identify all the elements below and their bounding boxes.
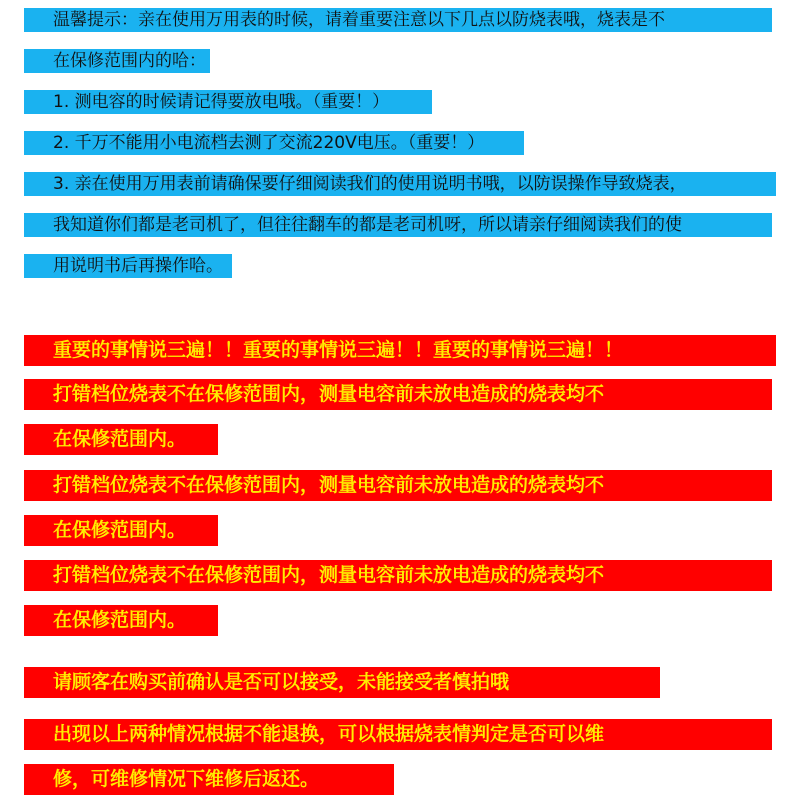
notice-line-3: 修，可维修情况下维修后返还。 bbox=[24, 764, 394, 795]
warning-line-7: 在保修范围内。 bbox=[24, 605, 218, 636]
warning-line-5: 在保修范围内。 bbox=[24, 515, 218, 546]
notice-line-2: 出现以上两种情况根据不能退换，可以根据烧表情判定是否可以维 bbox=[24, 719, 772, 750]
notice-line-1: 请顾客在购买前确认是否可以接受，未能接受者慎拍哦 bbox=[24, 667, 660, 698]
warning-line-2: 打错档位烧表不在保修范围内，测量电容前未放电造成的烧表均不 bbox=[24, 379, 772, 410]
tip-line-4: 2. 千万不能用小电流档去测了交流220V电压。（重要！） bbox=[24, 131, 524, 155]
warning-line-1: 重要的事情说三遍！！重要的事情说三遍！！重要的事情说三遍！！ bbox=[24, 335, 776, 366]
tip-line-6: 我知道你们都是老司机了，但往往翻车的都是老司机呀，所以请亲仔细阅读我们的使 bbox=[24, 213, 772, 237]
tip-line-1: 温馨提示：亲在使用万用表的时候，请着重要注意以下几点以防烧表哦，烧表是不 bbox=[24, 8, 772, 32]
tip-line-2: 在保修范围内的哈： bbox=[24, 49, 210, 73]
tip-line-7: 用说明书后再操作哈。 bbox=[24, 254, 232, 278]
tip-line-5: 3. 亲在使用万用表前请确保要仔细阅读我们的使用说明书哦，以防误操作导致烧表， bbox=[24, 172, 776, 196]
tip-line-3: 1. 测电容的时候请记得要放电哦。（重要！） bbox=[24, 90, 432, 114]
warning-line-4: 打错档位烧表不在保修范围内，测量电容前未放电造成的烧表均不 bbox=[24, 470, 772, 501]
warning-line-3: 在保修范围内。 bbox=[24, 424, 218, 455]
warning-line-6: 打错档位烧表不在保修范围内，测量电容前未放电造成的烧表均不 bbox=[24, 560, 772, 591]
